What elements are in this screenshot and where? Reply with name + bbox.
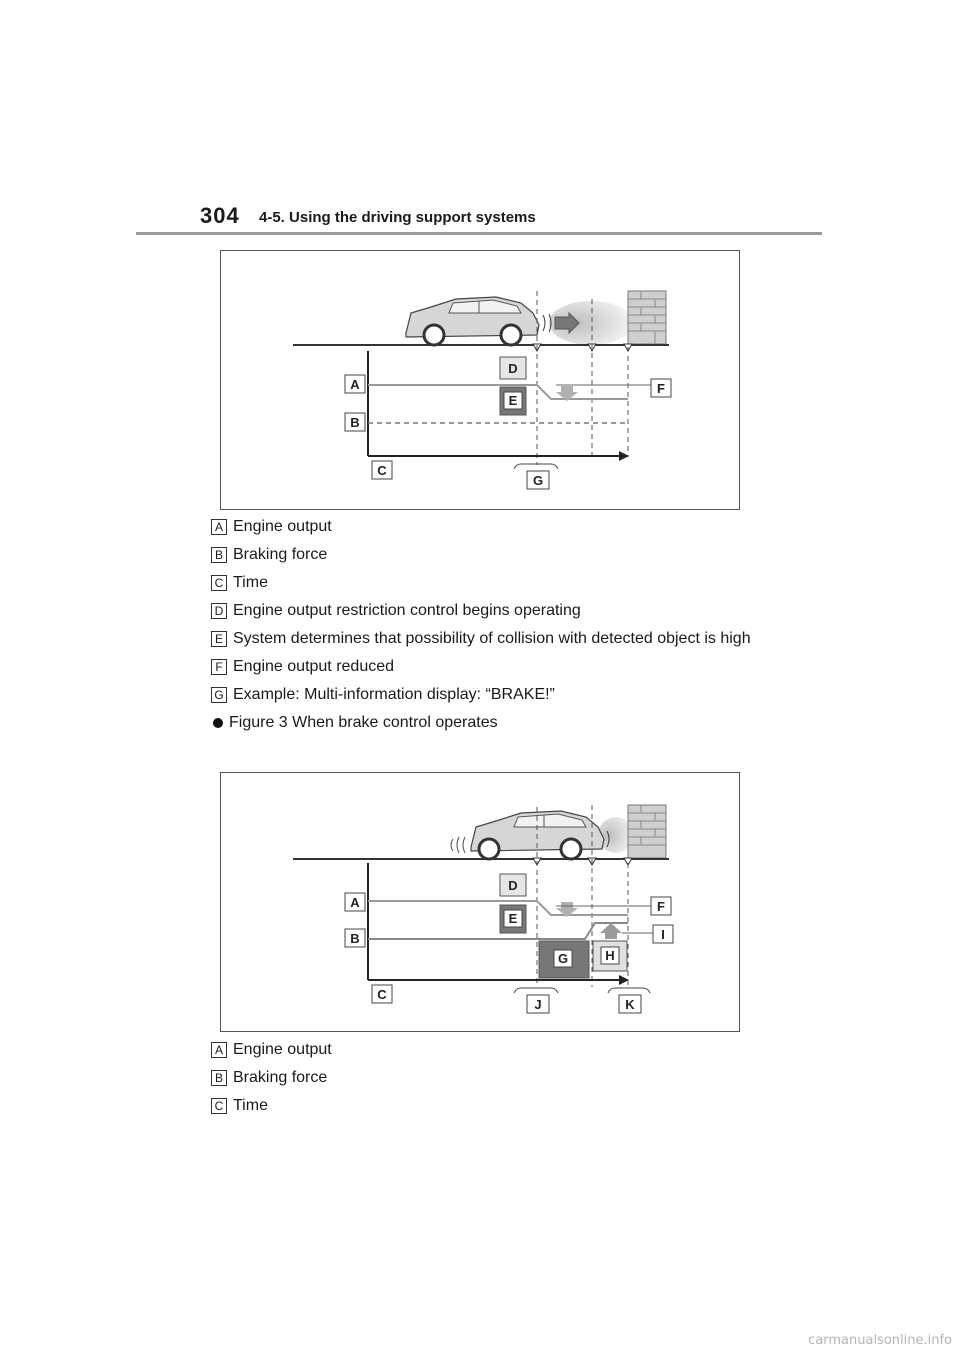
fig1-label-a: A: [350, 377, 360, 392]
legend-item: [211, 572, 771, 594]
figure-3-caption: [211, 712, 771, 734]
legend-key: C: [211, 575, 227, 591]
fig1-label-e: E: [508, 393, 518, 408]
fig1-label-b: B: [350, 415, 360, 430]
legend-text: Engine output: [233, 1041, 332, 1058]
legend-key: D: [211, 603, 227, 619]
legend-item: [211, 1067, 771, 1089]
legend-text: Braking force: [233, 546, 328, 563]
legend-item: [211, 544, 771, 566]
fig2-label-a: A: [350, 895, 360, 910]
figure-brake-control: [220, 772, 740, 1032]
legend-item: [211, 600, 771, 622]
legend-item: [211, 656, 771, 678]
fig2-label-b: B: [350, 931, 360, 946]
legend-text: Time: [233, 1097, 268, 1114]
legend-key: F: [211, 659, 227, 675]
legend-figure-1: [211, 516, 771, 734]
fig2-label-d: D: [508, 878, 518, 893]
legend-figure-3: [211, 1039, 771, 1123]
figure-3-caption-text: Figure 3 When brake control operates: [229, 714, 498, 731]
fig2-label-h: H: [605, 948, 615, 963]
legend-text: Example: Multi-information display: “BRAKE!”: [233, 686, 555, 703]
legend-item: [211, 628, 771, 650]
legend-key: G: [211, 687, 227, 703]
section-title: 4-5. Using the driving support systems: [259, 209, 536, 226]
legend-key: A: [211, 1042, 227, 1058]
fig2-label-k: K: [625, 997, 635, 1012]
brick-wall: [628, 805, 666, 858]
legend-key: E: [211, 631, 227, 647]
legend-item: [211, 1039, 771, 1061]
legend-text: Engine output restriction control begins operating: [233, 602, 581, 619]
watermark: carmanualsonline.info: [808, 1333, 952, 1348]
legend-text: Engine output reduced: [233, 658, 395, 675]
legend-key: B: [211, 1070, 227, 1086]
page-header: [200, 203, 822, 233]
legend-item: [211, 516, 771, 538]
fig2-label-f: F: [657, 899, 665, 914]
fig1-label-c: C: [377, 463, 387, 478]
legend-key: C: [211, 1098, 227, 1114]
fig1-label-d: D: [508, 361, 518, 376]
legend-key: B: [211, 547, 227, 563]
fig2-label-c: C: [377, 987, 387, 1002]
legend-item: [211, 1095, 771, 1117]
fig2-label-e: E: [508, 911, 518, 926]
brick-wall: [628, 291, 666, 344]
vehicle-illustration: [451, 811, 609, 859]
fig2-label-g: G: [557, 951, 569, 966]
header-rule: [136, 232, 822, 235]
fig1-label-g: G: [532, 473, 544, 488]
legend-text: Engine output: [233, 518, 332, 535]
figure-engine-output-restriction: [220, 250, 740, 510]
bullet-icon: [213, 718, 223, 728]
page-number: 304: [200, 203, 240, 228]
fig2-label-j: J: [534, 997, 542, 1012]
legend-key: A: [211, 519, 227, 535]
legend-item: [211, 684, 771, 706]
legend-text: Time: [233, 574, 268, 591]
legend-text: System determines that possibility of collision with detected object is high: [233, 630, 751, 647]
fig1-label-f: F: [657, 381, 665, 396]
fig2-label-i: I: [661, 927, 665, 942]
legend-text: Braking force: [233, 1069, 328, 1086]
